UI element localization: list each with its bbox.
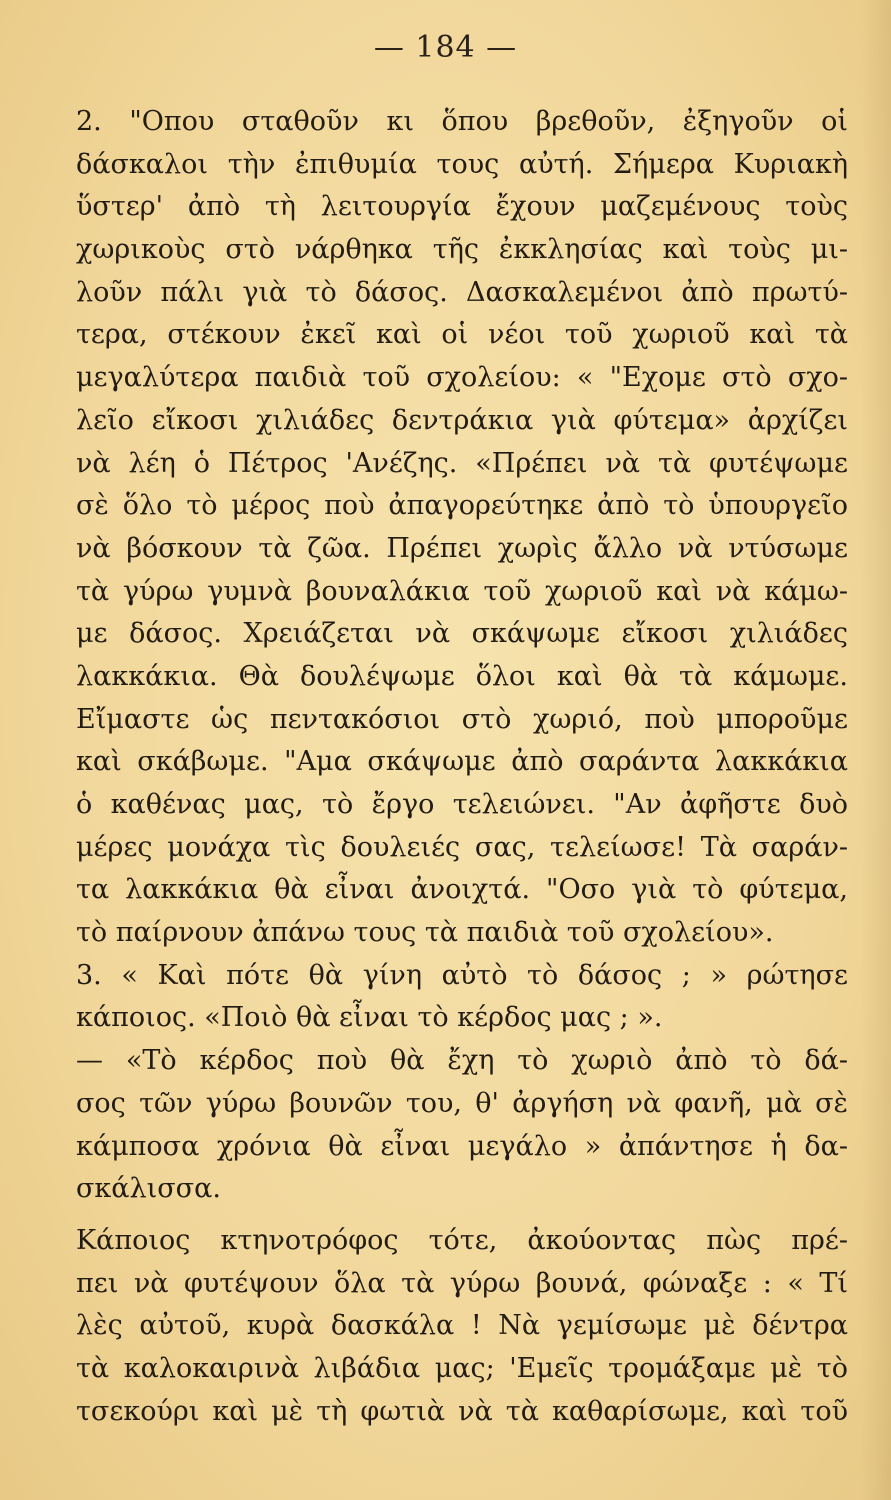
- text-line: λὲς αὐτοῦ, κυρὰ δασκάλα ! Νὰ γεμίσωμε μὲ δέντρα: [76, 1310, 848, 1342]
- text-line: μεγαλύτερα παιδιὰ τοῦ σχολείου: « "Εχομε στὸ σχο-: [76, 362, 848, 394]
- text-line: Εἴμαστε ὡς πεντακόσιοι στὸ χωριό, ποὺ μποροῦμε: [76, 703, 848, 735]
- text-line: κάμποσα χρόνια θὰ εἶναι μεγάλο » ἀπάντησε ἡ δα-: [76, 1130, 848, 1162]
- text-line: χωρικοὺς στὸ νάρθηκα τῆς ἐκκλησίας καὶ τοὺς μι-: [76, 234, 848, 266]
- text-line: πει νὰ φυτέψουν ὅλα τὰ γύρω βουνά, φώναξε : « Τί: [76, 1267, 848, 1299]
- text-line: λεῖο εἴκοσι χιλιάδες δεντράκια γιὰ φύτεμα» ἀρχίζει: [76, 404, 848, 436]
- text-line: 3. « Καὶ πότε θὰ γίνη αὐτὸ τὸ δάσος ; » ρώτησε: [76, 959, 848, 991]
- text-line: μέρες μονάχα τὶς δουλειές σας, τελείωσε! Τὰ σαράν-: [76, 831, 848, 863]
- text-line: καὶ σκάβωμε. "Αμα σκάψωμε ἀπὸ σαράντα λακκάκια: [76, 746, 848, 778]
- text-line: τα λακκάκια θὰ εἶναι ἀνοιχτά. "Οσο γιὰ τὸ φύτεμα,: [76, 874, 848, 906]
- text-line: σκάλισσα.: [76, 1173, 221, 1205]
- text-line: τὰ γύρω γυμνὰ βουναλάκια τοῦ χωριοῦ καὶ νὰ κάμω-: [76, 575, 848, 607]
- text-line: ὁ καθένας μας, τὸ ἔργο τελειώνει. "Αν ἀφῆστε δυὸ: [76, 789, 848, 820]
- text-line: τὸ παίρνουν ἀπάνω τους τὰ παιδιὰ τοῦ σχολείου».: [76, 917, 774, 949]
- text-line: λοῦν πάλι γιὰ τὸ δάσος. Δασκαλεμένοι ἀπὸ πρωτύ-: [76, 276, 848, 308]
- text-line: σος τῶν γύρω βουνῶν του, θ' ἀργήση νὰ φανῆ, μὰ σὲ: [76, 1087, 848, 1119]
- page-number: — 184 —: [373, 30, 518, 65]
- text-line: ὕστερ' ἀπὸ τὴ λειτουργία ἔχουν μαζεμένους τοὺς: [76, 191, 848, 223]
- body-text: [76, 101, 848, 1433]
- text-line: Κάποιος κτηνοτρόφος τότε, ἀκούοντας πὼς πρέ-: [76, 1224, 848, 1256]
- text-line: — «Τὸ κέρδος ποὺ θὰ ἔχη τὸ χωριὸ ἀπὸ τὸ δά-: [76, 1045, 848, 1077]
- text-line: με δάσος. Χρειάζεται νὰ σκάψωμε εἴκοσι χιλιάδες: [76, 618, 848, 650]
- text-line: λακκάκια. Θὰ δουλέψωμε ὅλοι καὶ θὰ τὰ κάμωμε.: [76, 660, 848, 692]
- text-line: νὰ βόσκουν τὰ ζῶα. Πρέπει χωρὶς ἄλλο νὰ ντύσωμε: [76, 532, 848, 564]
- text-line: τσεκούρι καὶ μὲ τὴ φωτιὰ νὰ τὰ καθαρίσωμε, καὶ τοῦ: [76, 1395, 848, 1427]
- text-line: νὰ λέη ὁ Πέτρος 'Ανέζης. «Πρέπει νὰ τὰ φυτέψωμε: [76, 447, 848, 479]
- text-line: δάσκαλοι τὴν ἐπιθυμία τους αὐτή. Σήμερα Κυριακὴ: [76, 148, 848, 180]
- page-edge-shadow: [861, 0, 891, 1500]
- text-line: τερα, στέκουν ἐκεῖ καὶ οἱ νέοι τοῦ χωριοῦ καὶ τὰ: [76, 319, 848, 351]
- text-line: κάποιος. «Ποιὸ θὰ εἶναι τὸ κέρδος μας ; ».: [76, 1002, 663, 1034]
- text-line: σὲ ὅλο τὸ μέρος ποὺ ἀπαγορεύτηκε ἀπὸ τὸ ὑπουργεῖο: [76, 490, 848, 522]
- text-line: τὰ καλοκαιρινὰ λιβάδια μας; 'Εμεῖς τρομάξαμε μὲ τὸ: [76, 1352, 848, 1384]
- text-line: 2. "Οπου σταθοῦν κι ὅπου βρεθοῦν, ἐξηγοῦν οἱ: [76, 106, 848, 137]
